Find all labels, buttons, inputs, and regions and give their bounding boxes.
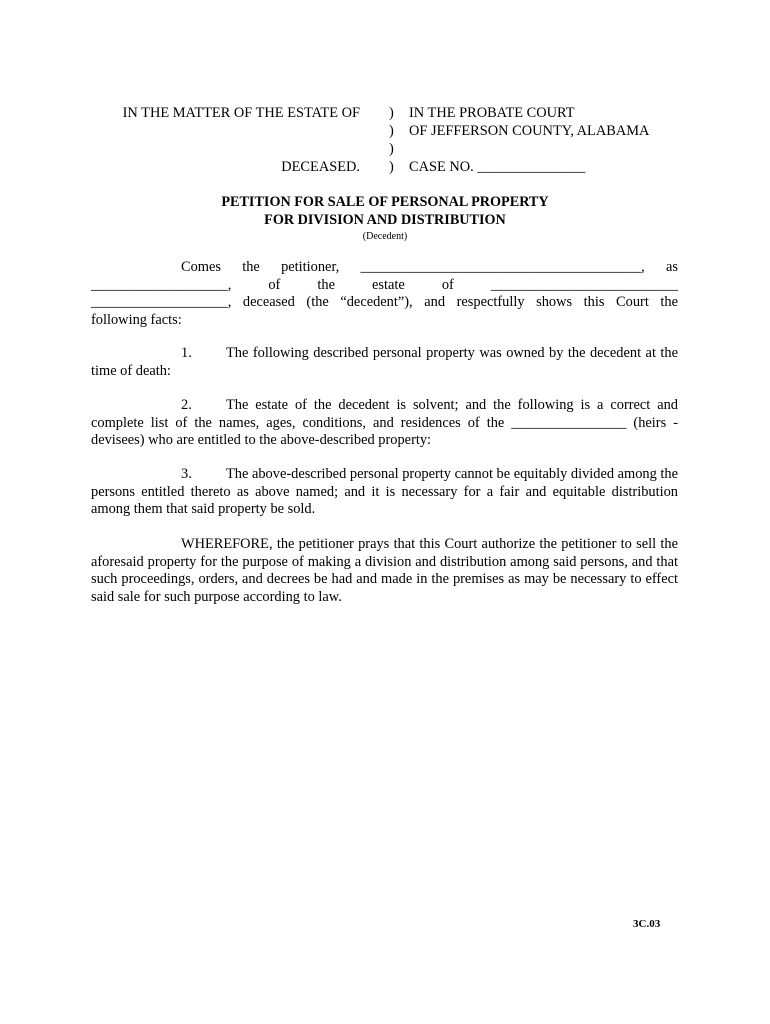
county-name: OF JEFFERSON COUNTY, ALABAMA (409, 123, 650, 139)
paragraph-number: 1. (181, 345, 192, 361)
wherefore-paragraph (91, 536, 678, 606)
intro-line: ___________________, deceased (the “decedent”), and respectfully shows this Court the (91, 294, 678, 311)
case-number-field: CASE NO. _______________ (409, 159, 586, 175)
deceased-label: DECEASED. (281, 159, 360, 175)
caption-paren: ) (389, 105, 394, 121)
caption-paren: ) (389, 141, 394, 157)
wherefore-text: WHEREFORE, the petitioner prays that this Court authorize the petitioner to sell the aforesaid property for the purpose of making a division and distribution among said persons, and that such proceedings, orders, and decrees be had and made in the premises as may be necessary to effect said sale for such purpose according to law. (91, 536, 678, 605)
intro-paragraph (91, 259, 678, 329)
intro-line: Comes the petitioner, _______________________________________, as (181, 259, 678, 275)
paragraph-number: 2. (181, 397, 192, 413)
court-name: IN THE PROBATE COURT (409, 105, 575, 121)
estate-of-label: IN THE MATTER OF THE ESTATE OF (122, 105, 360, 121)
paragraph-text: The above-described personal property cannot be equitably divided among the persons entitled thereto as above named; and it is necessary for a fair and equitable distribution among them that said property be sold. (91, 466, 678, 518)
paragraph-1 (91, 345, 678, 380)
paragraph-text: The estate of the decedent is solvent; and the following is a correct and complete list of the names, ages, conditions, and residences of the ________________ (heirs - devisees) who are entitled to the above-described property: (91, 397, 678, 449)
paragraph-3 (91, 466, 678, 519)
caption-paren: ) (389, 123, 394, 139)
paragraph-2 (91, 397, 678, 450)
intro-line: ___________________, of the estate of __________________________ (91, 276, 678, 293)
caption-paren: ) (389, 159, 394, 175)
document-title-line-1: PETITION FOR SALE OF PERSONAL PROPERTY (221, 194, 549, 210)
document-subtitle: (Decedent) (362, 231, 408, 242)
document-title-line-2: FOR DIVISION AND DISTRIBUTION (264, 212, 506, 228)
form-code: 3C.03 (633, 918, 661, 930)
paragraph-number: 3. (181, 466, 192, 482)
intro-line: following facts: (91, 311, 182, 328)
paragraph-text: The following described personal property was owned by the decedent at the time of death: (91, 345, 678, 379)
